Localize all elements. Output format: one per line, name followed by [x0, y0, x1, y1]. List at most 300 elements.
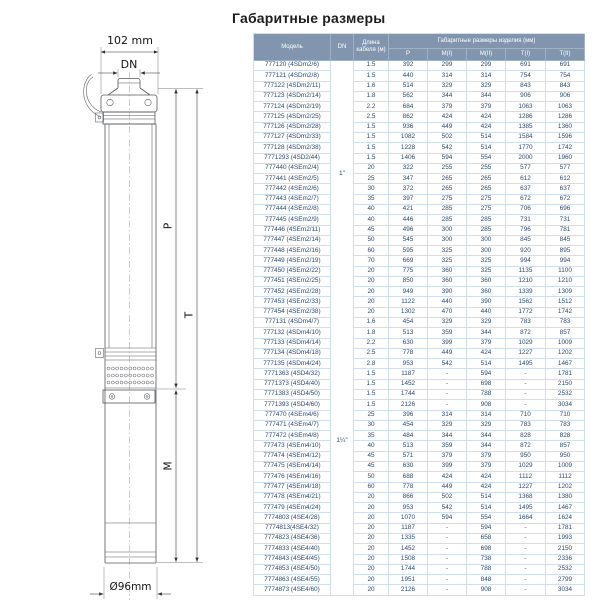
- dim-t1-cell: 1135: [506, 267, 546, 277]
- dim-label-m: M: [162, 461, 175, 471]
- model-cell: 777452 (4SEm2/28): [254, 287, 331, 297]
- model-cell: 777454 (4SEm2/38): [254, 308, 331, 318]
- cable-length-cell: 70: [354, 256, 389, 266]
- cable-length-cell: 50: [354, 236, 389, 246]
- table-row: [254, 328, 585, 338]
- dim-t1-cell: 796: [506, 226, 546, 236]
- table-row: [254, 390, 585, 400]
- dn-cell: 1": [331, 61, 354, 287]
- dim-m2-cell: 344: [467, 92, 506, 102]
- dim-p-cell: 862: [389, 112, 428, 122]
- dim-p-cell: 1082: [389, 133, 428, 143]
- cable-length-cell: 1.5: [354, 123, 389, 133]
- table-row: [254, 226, 585, 236]
- dim-p-cell: 514: [389, 82, 428, 92]
- cable-length-cell: 20: [354, 544, 389, 554]
- dim-t1-cell: 691: [506, 61, 546, 71]
- cable-length-cell: 20: [354, 585, 389, 595]
- dim-label-p: P: [162, 222, 175, 230]
- dim-t2-cell: 857: [546, 441, 585, 451]
- table-row: [254, 462, 585, 472]
- model-cell: 7774843 (4SE4/45): [254, 555, 331, 565]
- dim-t2-cell: 781: [546, 226, 585, 236]
- col-header-cable-length: Длина кабеля (м): [354, 34, 389, 61]
- dim-m2-cell: 698: [467, 380, 506, 390]
- dim-t2-cell: 1960: [546, 154, 585, 164]
- cable-length-cell: 1.8: [354, 328, 389, 338]
- dim-m1-cell: 325: [428, 246, 467, 256]
- dim-p-cell: 421: [389, 205, 428, 215]
- model-cell: 777123 (4SDm2/14): [254, 92, 331, 102]
- cable-length-cell: 20: [354, 524, 389, 534]
- dim-p-cell: 496: [389, 226, 428, 236]
- dim-p-cell: 1744: [389, 390, 428, 400]
- dim-t1-cell: 1770: [506, 143, 546, 153]
- dim-m2-cell: 514: [467, 493, 506, 503]
- model-cell: 7774863 (4SE4/55): [254, 575, 331, 585]
- dim-t2-cell: 906: [546, 92, 585, 102]
- dim-t1-cell: 637: [506, 184, 546, 194]
- cable-length-cell: 1.5: [354, 71, 389, 81]
- dim-p-cell: 1228: [389, 143, 428, 153]
- dim-t2-cell: 1380: [546, 493, 585, 503]
- dim-t2-cell: 1596: [546, 133, 585, 143]
- table-row: [254, 493, 585, 503]
- dim-p-cell: 1951: [389, 575, 428, 585]
- dim-p-cell: 397: [389, 195, 428, 205]
- cable-length-cell: 35: [354, 431, 389, 441]
- table-row: [254, 472, 585, 482]
- cable-length-cell: 2.2: [354, 102, 389, 112]
- dim-m1-cell: 502: [428, 133, 467, 143]
- table-row: [254, 349, 585, 359]
- dim-m2-cell: 329: [467, 82, 506, 92]
- dim-p-cell: 513: [389, 441, 428, 451]
- dim-t1-cell: 1029: [506, 462, 546, 472]
- dim-p-cell: 2126: [389, 585, 428, 595]
- dim-p-cell: 1070: [389, 513, 428, 523]
- table-row: [254, 452, 585, 462]
- table-row: [254, 431, 585, 441]
- dim-p-cell: 454: [389, 318, 428, 328]
- table-row: [254, 411, 585, 421]
- dim-m1-cell: -: [428, 400, 467, 410]
- dim-p-cell: 778: [389, 349, 428, 359]
- dim-t1-cell: -: [506, 390, 546, 400]
- dim-p-cell: 775: [389, 267, 428, 277]
- dim-m1-cell: 399: [428, 339, 467, 349]
- dim-m2-cell: 255: [467, 164, 506, 174]
- dim-m1-cell: 542: [428, 143, 467, 153]
- dim-t1-cell: -: [506, 585, 546, 595]
- cable-length-cell: 40: [354, 215, 389, 225]
- dim-p-cell: 440: [389, 71, 428, 81]
- dim-m2-cell: 440: [467, 308, 506, 318]
- dim-t1-cell: 1029: [506, 339, 546, 349]
- cable-length-cell: 40: [354, 205, 389, 215]
- dim-m1-cell: 285: [428, 215, 467, 225]
- dim-m2-cell: 594: [467, 524, 506, 534]
- dim-t2-cell: 828: [546, 431, 585, 441]
- dim-t1-cell: 845: [506, 236, 546, 246]
- dim-m2-cell: 788: [467, 565, 506, 575]
- table-row: [254, 575, 585, 585]
- dim-m1-cell: 360: [428, 277, 467, 287]
- dim-m1-cell: 265: [428, 184, 467, 194]
- dim-t1-cell: 1286: [506, 112, 546, 122]
- cable-length-cell: 1.5: [354, 369, 389, 379]
- intake-screen: [96, 348, 157, 388]
- dim-t1-cell: 783: [506, 318, 546, 328]
- dim-m1-cell: 449: [428, 483, 467, 493]
- pump-body-outline: [84, 75, 157, 564]
- model-cell: 7771293 (4SD2/44): [254, 154, 331, 164]
- dim-p-cell: 630: [389, 339, 428, 349]
- dim-t2-cell: 710: [546, 411, 585, 421]
- dim-t2-cell: 1467: [546, 359, 585, 369]
- model-cell: 777135 (4SDm4/24): [254, 359, 331, 369]
- dim-t2-cell: 1781: [546, 369, 585, 379]
- model-cell: 777127 (4SDm2/33): [254, 133, 331, 143]
- dim-t2-cell: 672: [546, 195, 585, 205]
- model-cell: 7774813(4SE4/32): [254, 524, 331, 534]
- dim-m1-cell: -: [428, 575, 467, 585]
- cable-length-cell: 1.5: [354, 154, 389, 164]
- cable-length-cell: 1.5: [354, 390, 389, 400]
- dim-t1-cell: 731: [506, 215, 546, 225]
- model-cell: 777126 (4SDm2/28): [254, 123, 331, 133]
- dim-m2-cell: 325: [467, 267, 506, 277]
- dim-p-cell: 1452: [389, 380, 428, 390]
- dim-m1-cell: 265: [428, 174, 467, 184]
- cable-length-cell: 1.8: [354, 92, 389, 102]
- model-cell: 7771373 (4SD4/40): [254, 380, 331, 390]
- dim-m1-cell: 542: [428, 503, 467, 513]
- page-title: Габаритные размеры: [232, 10, 386, 26]
- dim-label-t: T: [183, 311, 196, 319]
- dim-t2-cell: 783: [546, 318, 585, 328]
- dim-m2-cell: 514: [467, 143, 506, 153]
- dim-t2-cell: 783: [546, 421, 585, 431]
- table-row: [254, 195, 585, 205]
- dim-p-cell: 949: [389, 287, 428, 297]
- dim-m2-cell: 514: [467, 133, 506, 143]
- dim-t1-cell: -: [506, 555, 546, 565]
- dim-m1-cell: 314: [428, 411, 467, 421]
- dim-m2-cell: 360: [467, 287, 506, 297]
- dim-t1-cell: -: [506, 544, 546, 554]
- dim-m2-cell: 265: [467, 184, 506, 194]
- table-row: [254, 112, 585, 122]
- dim-m2-cell: 344: [467, 441, 506, 451]
- cable-length-cell: 25: [354, 411, 389, 421]
- dim-t1-cell: -: [506, 565, 546, 575]
- model-cell: 777450 (4SEm2/22): [254, 267, 331, 277]
- dim-t2-cell: 1009: [546, 462, 585, 472]
- dim-t2-cell: 895: [546, 246, 585, 256]
- dim-m2-cell: 698: [467, 544, 506, 554]
- cable-length-cell: 50: [354, 472, 389, 482]
- dim-t1-cell: 1368: [506, 493, 546, 503]
- table-row: [254, 513, 585, 523]
- dim-t1-cell: 1112: [506, 472, 546, 482]
- dim-t1-cell: 872: [506, 441, 546, 451]
- cable-length-cell: 25: [354, 174, 389, 184]
- dim-t1-cell: 1227: [506, 349, 546, 359]
- dim-t2-cell: 637: [546, 184, 585, 194]
- dim-m2-cell: 554: [467, 154, 506, 164]
- cable-length-cell: 1.5: [354, 61, 389, 71]
- table-row: [254, 297, 585, 307]
- dim-m1-cell: -: [428, 380, 467, 390]
- table-row: [254, 380, 585, 390]
- dim-m2-cell: 424: [467, 112, 506, 122]
- dim-t1-cell: 706: [506, 205, 546, 215]
- dim-t2-cell: 1286: [546, 112, 585, 122]
- dim-t1-cell: 843: [506, 82, 546, 92]
- dn-cell: 1¼": [331, 287, 354, 595]
- dim-p-cell: 684: [389, 102, 428, 112]
- dim-m2-cell: 848: [467, 575, 506, 585]
- model-cell: 777473 (4SEm4/10): [254, 441, 331, 451]
- cable-length-cell: 1.5: [354, 133, 389, 143]
- dim-p-cell: 454: [389, 421, 428, 431]
- dim-m2-cell: 424: [467, 472, 506, 482]
- cable-length-cell: 1.6: [354, 82, 389, 92]
- dim-t1-cell: 612: [506, 174, 546, 184]
- dim-p-cell: 1406: [389, 154, 428, 164]
- dim-t2-cell: 1742: [546, 143, 585, 153]
- dim-m1-cell: -: [428, 369, 467, 379]
- dim-t2-cell: 1210: [546, 277, 585, 287]
- dim-p-cell: 866: [389, 493, 428, 503]
- dim-t1-cell: -: [506, 369, 546, 379]
- dim-p-cell: 1744: [389, 565, 428, 575]
- dim-t1-cell: 672: [506, 195, 546, 205]
- dim-m1-cell: 470: [428, 308, 467, 318]
- model-cell: 777478 (4SEm4/21): [254, 493, 331, 503]
- cable-length-cell: 45: [354, 462, 389, 472]
- dim-p-cell: 688: [389, 472, 428, 482]
- lug-hole-right: [145, 99, 151, 105]
- dim-m2-cell: 379: [467, 339, 506, 349]
- cable-length-cell: 60: [354, 483, 389, 493]
- cable-length-cell: 20: [354, 277, 389, 287]
- dim-m1-cell: -: [428, 544, 467, 554]
- cable-length-cell: 1.6: [354, 318, 389, 328]
- dim-m1-cell: 344: [428, 431, 467, 441]
- dim-t2-cell: 754: [546, 71, 585, 81]
- dim-t2-cell: 612: [546, 174, 585, 184]
- col-header-model: Модель: [254, 34, 331, 61]
- model-cell: 777471 (4SEm4/7): [254, 421, 331, 431]
- model-cell: 777132 (4SDm4/10): [254, 328, 331, 338]
- dim-m2-cell: 329: [467, 421, 506, 431]
- col-header-dimensions-group: Габаритные размеры изделия (мм): [389, 34, 585, 49]
- dim-m1-cell: 502: [428, 493, 467, 503]
- model-cell: 777451 (4SEm2/25): [254, 277, 331, 287]
- dim-m1-cell: -: [428, 390, 467, 400]
- dim-m2-cell: 314: [467, 71, 506, 81]
- dim-t1-cell: 920: [506, 246, 546, 256]
- dim-m2-cell: 738: [467, 555, 506, 565]
- dim-t2-cell: 577: [546, 164, 585, 174]
- model-cell: 777447 (4SEm2/14): [254, 236, 331, 246]
- dim-m1-cell: 390: [428, 287, 467, 297]
- cable-length-cell: 1.5: [354, 400, 389, 410]
- dim-p-cell: 850: [389, 277, 428, 287]
- cable-length-cell: 20: [354, 297, 389, 307]
- dim-label-diameter: Ø96mm: [109, 581, 152, 593]
- table-row: [254, 143, 585, 153]
- cable-gland: [96, 113, 104, 122]
- dim-t1-cell: -: [506, 534, 546, 544]
- dim-m1-cell: 449: [428, 123, 467, 133]
- dim-t2-cell: 731: [546, 215, 585, 225]
- dim-t1-cell: 994: [506, 256, 546, 266]
- dim-p-cell: 1122: [389, 297, 428, 307]
- dim-t2-cell: 857: [546, 328, 585, 338]
- dim-m1-cell: -: [428, 565, 467, 575]
- table-row: [254, 524, 585, 534]
- table-row: [254, 339, 585, 349]
- dim-t1-cell: 577: [506, 164, 546, 174]
- cable-length-cell: 20: [354, 267, 389, 277]
- model-cell: 777448 (4SEm2/16): [254, 246, 331, 256]
- dim-m2-cell: 314: [467, 411, 506, 421]
- coupling-plate: [103, 390, 155, 403]
- dim-t2-cell: 2336: [546, 555, 585, 565]
- table-row: [254, 205, 585, 215]
- cable-length-cell: 2.2: [354, 339, 389, 349]
- table-row: [254, 308, 585, 318]
- dim-t2-cell: 1100: [546, 267, 585, 277]
- dim-m2-cell: 265: [467, 174, 506, 184]
- dim-m2-cell: 788: [467, 390, 506, 400]
- dim-t2-cell: 2150: [546, 380, 585, 390]
- table-row: [254, 102, 585, 112]
- dim-m2-cell: 344: [467, 431, 506, 441]
- dim-m2-cell: 275: [467, 205, 506, 215]
- dim-t2-cell: 696: [546, 205, 585, 215]
- dim-m2-cell: 300: [467, 246, 506, 256]
- dim-t2-cell: 2532: [546, 390, 585, 400]
- dim-m1-cell: 360: [428, 267, 467, 277]
- dim-t2-cell: 3034: [546, 400, 585, 410]
- dim-m2-cell: 299: [467, 61, 506, 71]
- dim-t2-cell: 1112: [546, 472, 585, 482]
- dim-m1-cell: 379: [428, 102, 467, 112]
- model-cell: 777443 (4SEm2/7): [254, 195, 331, 205]
- dim-m1-cell: 329: [428, 82, 467, 92]
- dim-m1-cell: 275: [428, 195, 467, 205]
- table-row: [254, 483, 585, 493]
- model-cell: 777444 (4SEm2/8): [254, 205, 331, 215]
- model-cell: 777453 (4SEm2/33): [254, 297, 331, 307]
- dim-m1-cell: -: [428, 555, 467, 565]
- dim-t2-cell: 1309: [546, 287, 585, 297]
- dim-m2-cell: 325: [467, 256, 506, 266]
- model-cell: 777134 (4SDm4/18): [254, 349, 331, 359]
- table-row: [254, 277, 585, 287]
- table-row: [254, 174, 585, 184]
- table-row: [254, 92, 585, 102]
- dim-t2-cell: 843: [546, 82, 585, 92]
- table-row: [254, 71, 585, 81]
- dim-m2-cell: 594: [467, 369, 506, 379]
- dim-m2-cell: 514: [467, 359, 506, 369]
- table-row: [254, 82, 585, 92]
- table-row: [254, 267, 585, 277]
- cable-length-cell: 20: [354, 287, 389, 297]
- dim-t1-cell: 1772: [506, 308, 546, 318]
- dim-t1-cell: 1495: [506, 503, 546, 513]
- table-row: [254, 400, 585, 410]
- dim-m1-cell: 359: [428, 328, 467, 338]
- dim-m1-cell: 399: [428, 462, 467, 472]
- model-cell: 777470 (4SEm4/6): [254, 411, 331, 421]
- dim-t2-cell: 1993: [546, 534, 585, 544]
- table-row: [254, 359, 585, 369]
- table-row: [254, 256, 585, 266]
- table-row: [254, 133, 585, 143]
- dim-t1-cell: 1664: [506, 513, 546, 523]
- model-cell: 777440 (4SEm2/4): [254, 164, 331, 174]
- cable-length-cell: 1.5: [354, 380, 389, 390]
- cable-length-cell: 20: [354, 534, 389, 544]
- dim-m1-cell: 379: [428, 452, 467, 462]
- table-row: [254, 585, 585, 595]
- dim-p-cell: 595: [389, 246, 428, 256]
- table-body: [254, 61, 585, 596]
- dim-label-102mm: 102 mm: [107, 34, 153, 47]
- cable-length-cell: 30: [354, 421, 389, 431]
- dim-p-cell: 562: [389, 92, 428, 102]
- dim-p-cell: 1452: [389, 544, 428, 554]
- dim-t2-cell: 1360: [546, 123, 585, 133]
- dim-t2-cell: 1202: [546, 349, 585, 359]
- model-cell: 7771383 (4SD4/50): [254, 390, 331, 400]
- dim-t1-cell: 1210: [506, 277, 546, 287]
- dim-m1-cell: 594: [428, 513, 467, 523]
- model-cell: 777445 (4SEm2/9): [254, 215, 331, 225]
- dim-m2-cell: 390: [467, 297, 506, 307]
- table-row: [254, 369, 585, 379]
- dim-m1-cell: 285: [428, 205, 467, 215]
- model-cell: 777474 (4SEm4/12): [254, 452, 331, 462]
- dim-t2-cell: 1063: [546, 102, 585, 112]
- model-cell: 7771393 (4SD4/60): [254, 400, 331, 410]
- table-row: [254, 534, 585, 544]
- dim-p-cell: 484: [389, 431, 428, 441]
- dim-t2-cell: 1742: [546, 308, 585, 318]
- dim-m2-cell: 379: [467, 102, 506, 112]
- dim-m1-cell: 344: [428, 92, 467, 102]
- dim-m2-cell: 379: [467, 452, 506, 462]
- cable-length-cell: 2.5: [354, 112, 389, 122]
- col-header-mi: M(I): [428, 49, 467, 61]
- col-header-mii: M(II): [467, 49, 506, 61]
- dim-p-cell: 630: [389, 462, 428, 472]
- dim-m1-cell: 299: [428, 61, 467, 71]
- model-cell: 777125 (4SDm2/25): [254, 112, 331, 122]
- model-cell: 7771363 (4SD4/32): [254, 369, 331, 379]
- dim-label-dn: DN: [120, 58, 138, 71]
- table-row: [254, 154, 585, 164]
- dim-m1-cell: 424: [428, 472, 467, 482]
- dim-t1-cell: 950: [506, 452, 546, 462]
- table-row: [254, 215, 585, 225]
